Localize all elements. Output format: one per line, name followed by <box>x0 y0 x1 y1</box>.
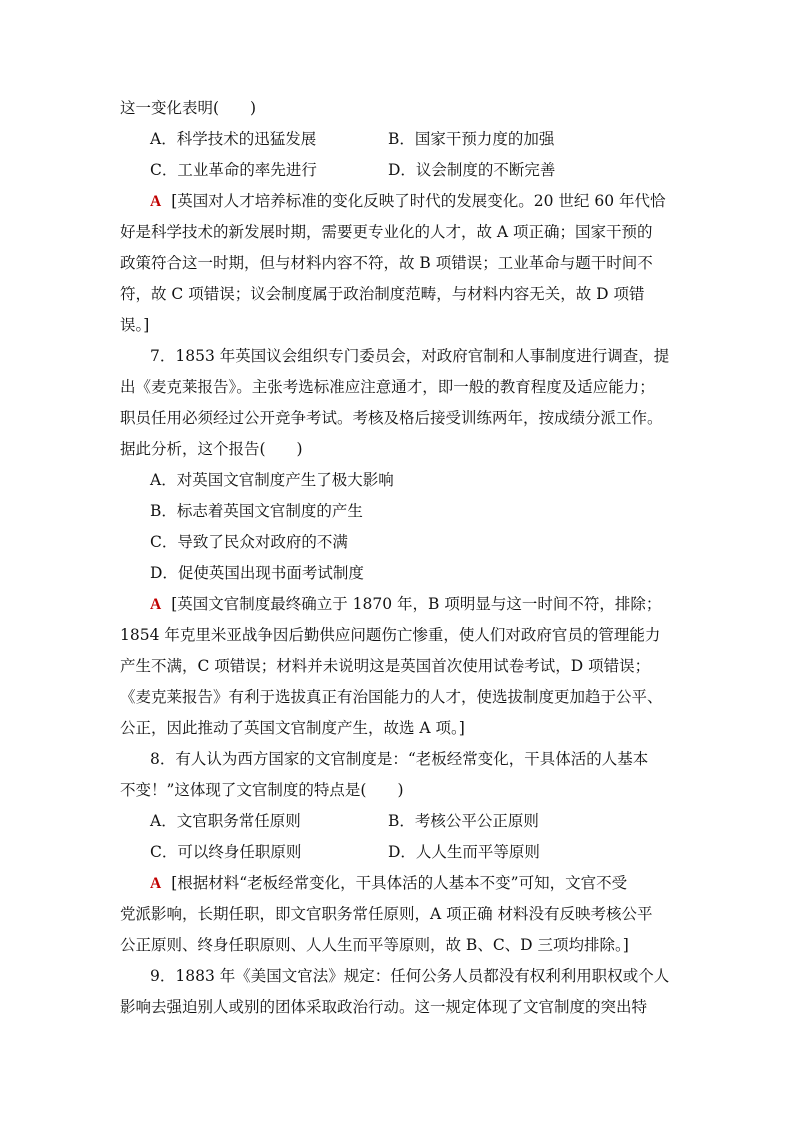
document-body <box>120 93 676 1023</box>
question-stem-line: 出《麦克莱报告》。主张考选标准应注意通才，即一般的教育程度及适应能力； <box>120 378 655 396</box>
explanation-text: [英国文官制度最终确立于 1870 年，B 项明显与这一时间不符，排除； <box>171 595 662 613</box>
explanation-text: 《麦克莱报告》有利于选拔真正有治国能力的人才，使选拔制度更加趋于公平、 <box>120 688 663 706</box>
explanation-line <box>120 899 676 930</box>
option-item: D．人人生而平等原则 <box>388 843 540 861</box>
explanation-text: 公正，因此推动了英国文官制度产生，故选 A 项。] <box>120 719 465 737</box>
explanation-text: 政策符合这一时期，但与材料内容不符，故 B 项错误；工业革命与题干时间不 <box>120 254 653 272</box>
question-stem-line: 据此分析，这个报告( ) <box>120 440 303 458</box>
option-item: D．议会制度的不断完善 <box>388 161 556 179</box>
answer-letter: A <box>150 875 162 892</box>
explanation-text: 好是科学技术的新发展时期，需要更专业化的人才，故 A 项正确；国家干预的 <box>120 223 653 241</box>
explanation-line <box>120 589 676 620</box>
explanation-text: 符，故 C 项错误；议会制度属于政治制度范畴，与材料内容无关，故 D 项错 <box>120 285 645 303</box>
option-row <box>120 155 676 186</box>
question-stem <box>120 341 676 465</box>
explanation-line <box>120 651 676 682</box>
explanation-line <box>120 310 676 341</box>
explanation-line <box>120 248 676 279</box>
explanation-line <box>120 713 676 744</box>
explanation-text: 1854 年克里米亚战争因后勤供应问题伤亡惨重，使人们对政府官员的管理能力 <box>120 626 661 644</box>
option-row <box>120 837 676 868</box>
option-item: A．文官职务常任原则 <box>150 812 301 830</box>
explanation-line <box>120 620 676 651</box>
question-stem-line: 9．1883 年《美国文官法》规定：任何公务人员都没有权利利用职权或个人 <box>150 967 670 985</box>
option-item: A．对英国文官制度产生了极大影响 <box>150 471 394 489</box>
explanation-line <box>120 217 676 248</box>
explanation-text: 党派影响，长期任职，即文官职务常任原则，A 项正确 材料没有反映考核公平 <box>120 905 653 923</box>
answer-explanation <box>120 868 676 961</box>
explanation-line <box>120 868 676 899</box>
explanation-text: [英国对人才培养标准的变化反映了时代的发展变化。20 世纪 60 年代恰 <box>171 192 666 210</box>
option-item: B．标志着英国文官制度的产生 <box>150 502 363 520</box>
option-item: B．国家干预力度的加强 <box>388 130 555 148</box>
question-stem-line: 这一变化表明( ) <box>120 99 257 117</box>
question-stem-line: 职员任用必须经过公开竞争考试。考核及格后接受训练两年，按成绩分派工作。 <box>120 409 663 427</box>
explanation-line <box>120 682 676 713</box>
option-item: A．科学技术的迅猛发展 <box>150 130 317 148</box>
question-stem <box>120 744 676 806</box>
answer-explanation <box>120 186 676 341</box>
question-stem-line: 7．1853 年英国议会组织专门委员会，对政府官制和人事制度进行调查，提 <box>150 347 670 365</box>
question-stem <box>120 961 676 1023</box>
option-item: C．导致了民众对政府的不满 <box>150 533 348 551</box>
explanation-text: [根据材料“老板经常变化，干具体活的人基本不变”可知，文官不受 <box>171 874 628 892</box>
explanation-text: 误。] <box>120 316 150 334</box>
question-stem-line: 不变！”这体现了文官制度的特点是( ) <box>120 781 404 799</box>
explanation-text: 产生不满，C 项错误；材料并未说明这是英国首次使用试卷考试，D 项错误； <box>120 657 651 675</box>
explanation-line <box>120 186 676 217</box>
option-item: C．可以终身任职原则 <box>150 843 302 861</box>
option-item: D．促使英国出现书面考试制度 <box>150 564 364 582</box>
option-item: B．考核公平公正原则 <box>388 812 539 830</box>
question-stem-line: 影响去强迫别人或别的团体采取政治行动。这一规定体现了文官制度的突出特 <box>120 998 648 1016</box>
explanation-line <box>120 930 676 961</box>
answer-letter: A <box>150 193 162 210</box>
option-row <box>120 124 676 155</box>
option-item: C．工业革命的率先进行 <box>150 161 317 179</box>
answer-letter: A <box>150 596 162 613</box>
explanation-text: 公正原则、终身任职原则、人人生而平等原则，故 B、C、D 三项均排除。] <box>120 936 629 954</box>
question-stem-line: 8．有人认为西方国家的文官制度是：“老板经常变化，干具体活的人基本 <box>150 750 649 768</box>
answer-explanation <box>120 589 676 744</box>
option-row <box>120 806 676 837</box>
explanation-line <box>120 279 676 310</box>
